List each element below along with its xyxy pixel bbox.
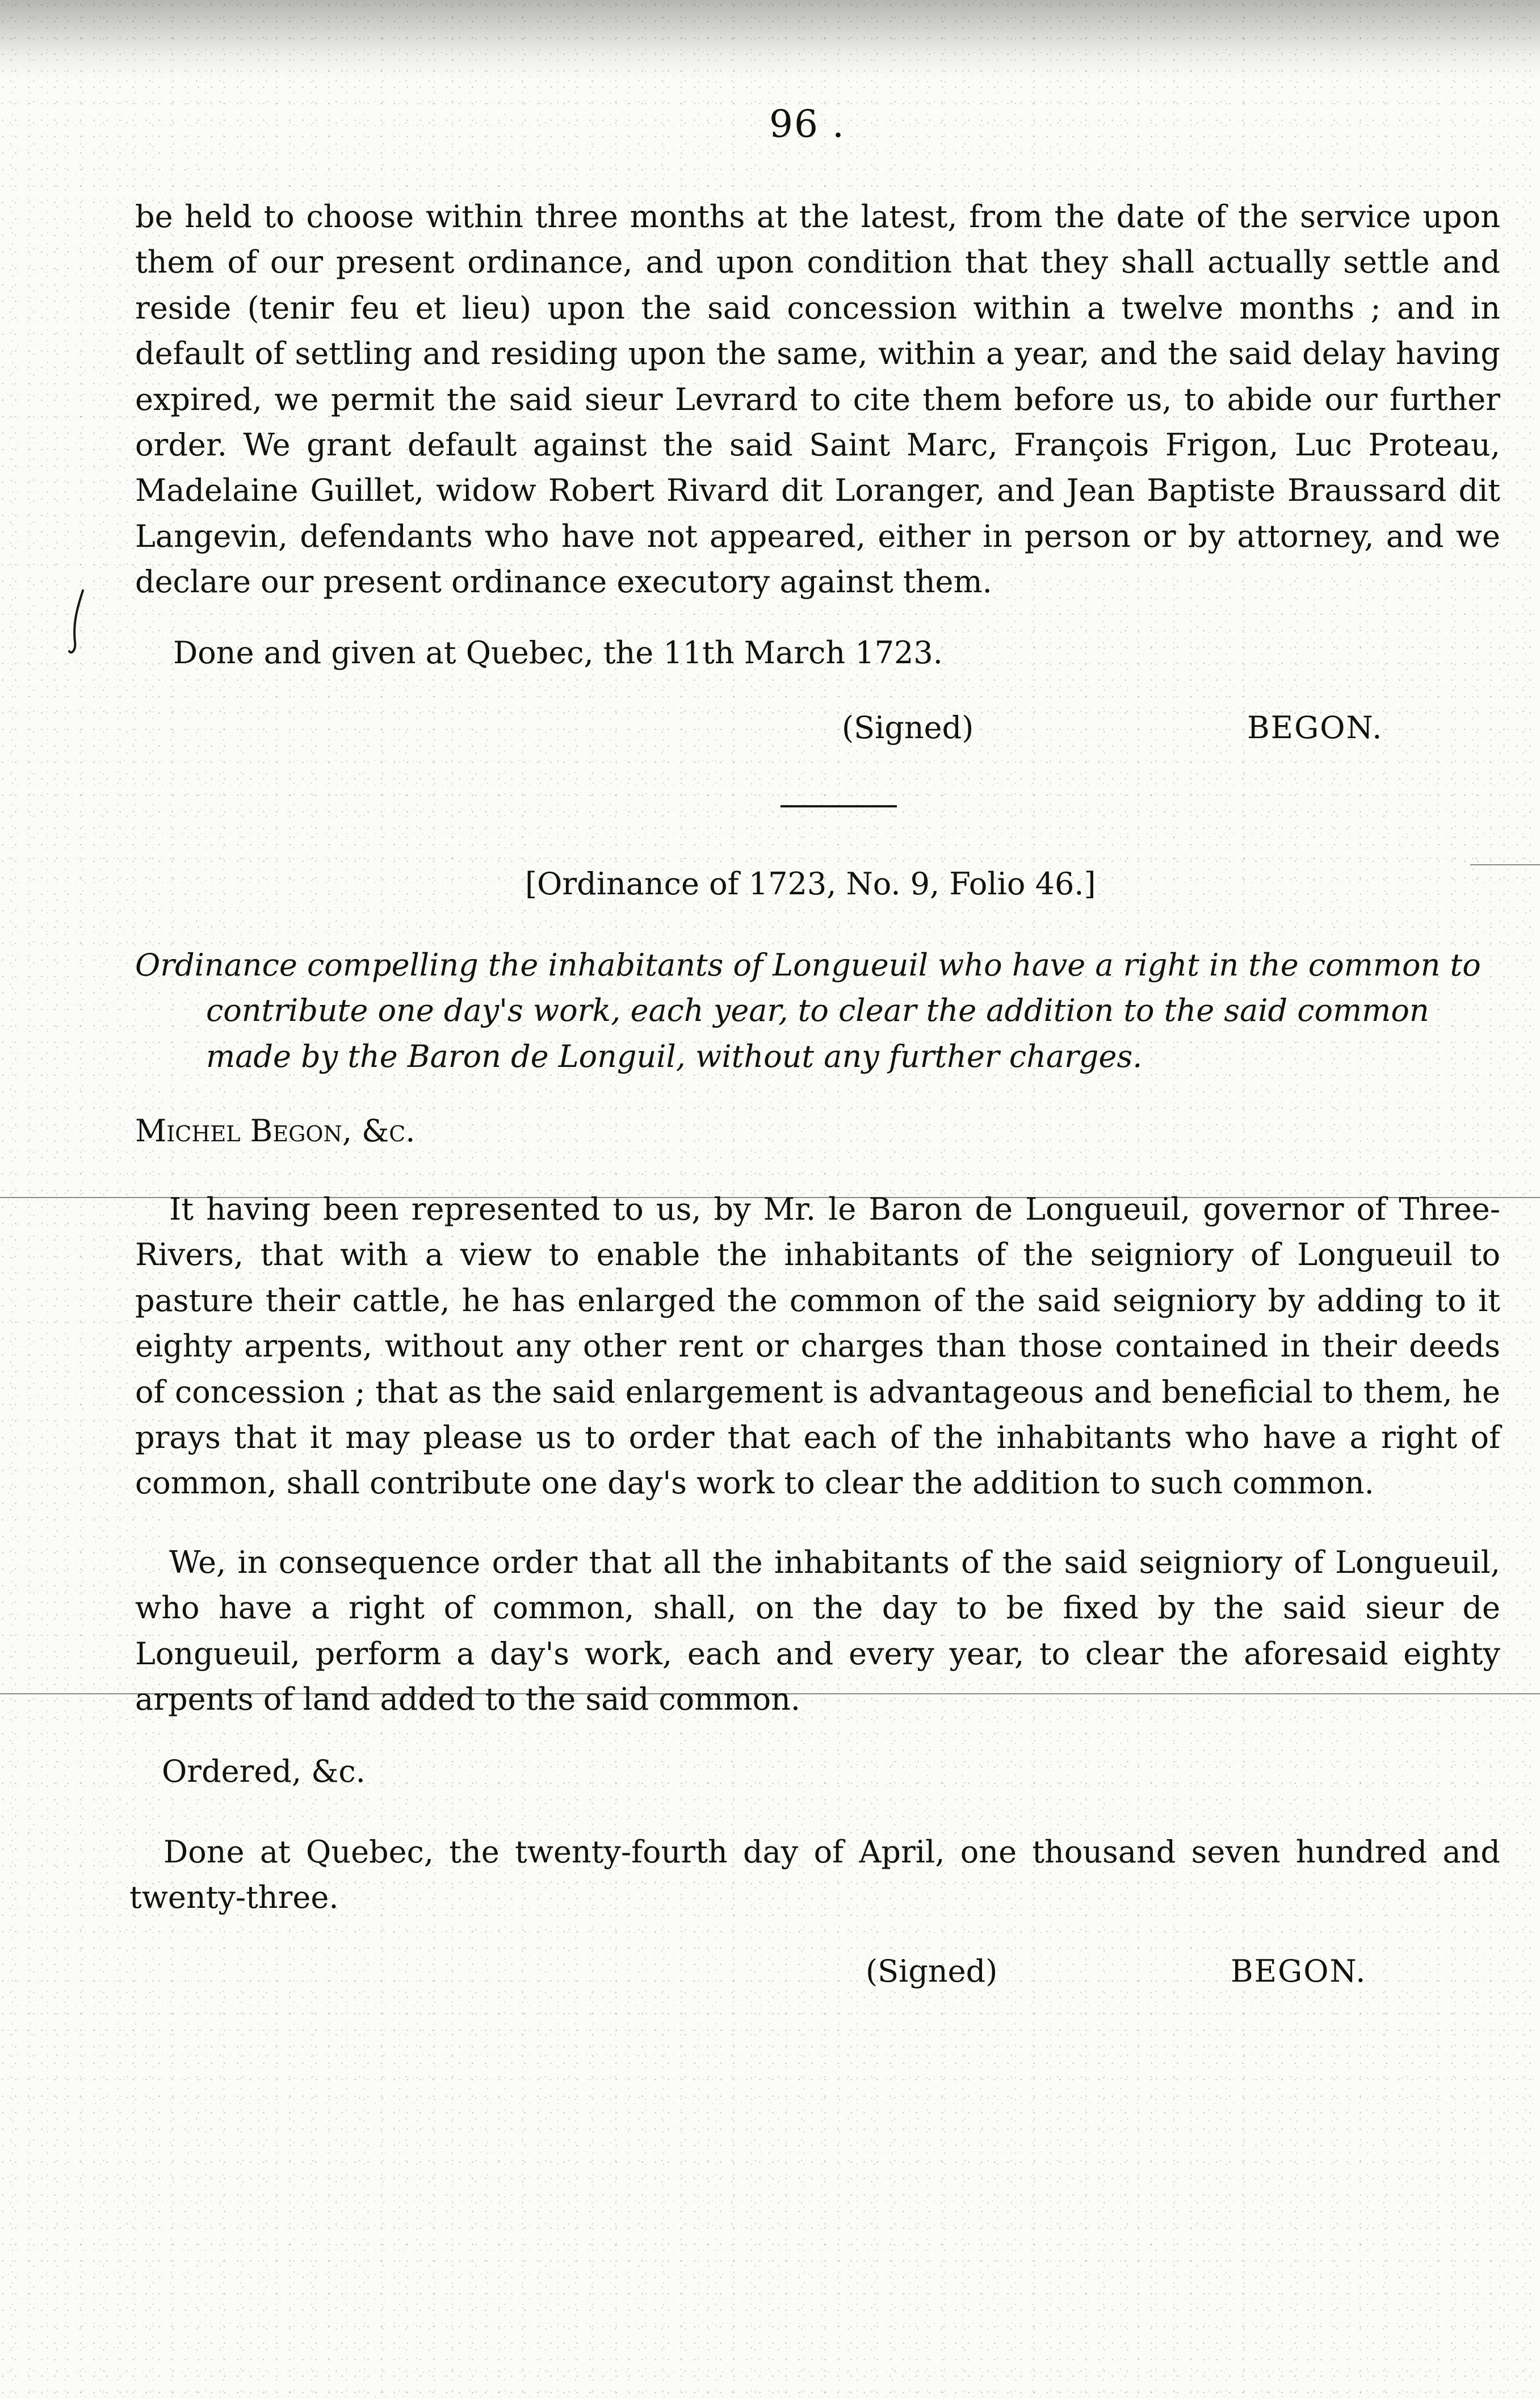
body-paragraph-continued: be held to choose within three months at the latest, from the date of the service upon them of our present ordinance, and upon condition that they shall actually settle and reside (tenir feu et lieu) upon the said concession within a twelve months ; and in default of settling and residing upon the same, within a year, and the said delay having expired, we permit the said sieur Levrard to cite them before us, to abide our further order. We grant default against the said Saint Marc, François Frigon, Luc Proteau, Madelaine Guillet, widow Robert Rivard dit Loranger, and Jean Baptiste Braussard dit Langevin, defendants who have not appeared, either in person or by attorney, and we declare our present ordinance executory against them. [135, 199, 1500, 600]
signatory-name: BEGON. [1231, 1953, 1367, 1989]
margin-pen-mark [67, 588, 90, 656]
body-paragraph: We, in consequence order that all the inhabitants of the said seigniory of Longueuil, who have a right of common, shall, on the day to be fixed by the said sieur de Longueuil, perform a day's work, each and every year, to clear the aforesaid eighty arpents of land added to the said common. [135, 1544, 1500, 1718]
signed-label: (Signed) [842, 710, 974, 746]
date-paragraph: Done at Quebec, the twenty-fourth day of April, one thousand seven hundred and twenty-three. [129, 1834, 1500, 1916]
signatory-name: BEGON. [1247, 710, 1383, 746]
section-divider [781, 805, 897, 807]
scan-artifact-line [1470, 864, 1540, 865]
ordinance-reference: [Ordinance of 1723, No. 9, Folio 46.] [525, 866, 1096, 902]
ordinance-title [135, 943, 1500, 1079]
issuer-heading: Michel Begon, &c. [135, 1113, 416, 1149]
body-paragraph: It having been represented to us, by Mr. le Baron de Longueuil, governor of Three-Rivers, that with a view to enable the inhabitants of the seigniory of Longueuil to pasture their cattle, he has enlarged the common of the said seigniory by adding to it eighty arpents, without any other rent or charges than those contained in their deeds of concession ; that as the said enlargement is advantageous and beneficial to them, he prays that it may please us to order that each of the inhabitants who have a right of common, shall contribute one day's work to clear the addition to such common. [135, 1191, 1500, 1501]
date-line: Done and given at Quebec, the 11th March 1723. [173, 635, 943, 671]
page-number: 96 . [769, 102, 845, 146]
ordered-line: Ordered, &c. [162, 1753, 366, 1789]
signed-label: (Signed) [866, 1953, 998, 1989]
ordinance-title-text: Ordinance compelling the inhabitants of Longueuil who have a right in the common to contribute one day's work, each year, to clear the addition to the said common made by the Baron de Longuil, without any further charges. [135, 947, 1481, 1074]
